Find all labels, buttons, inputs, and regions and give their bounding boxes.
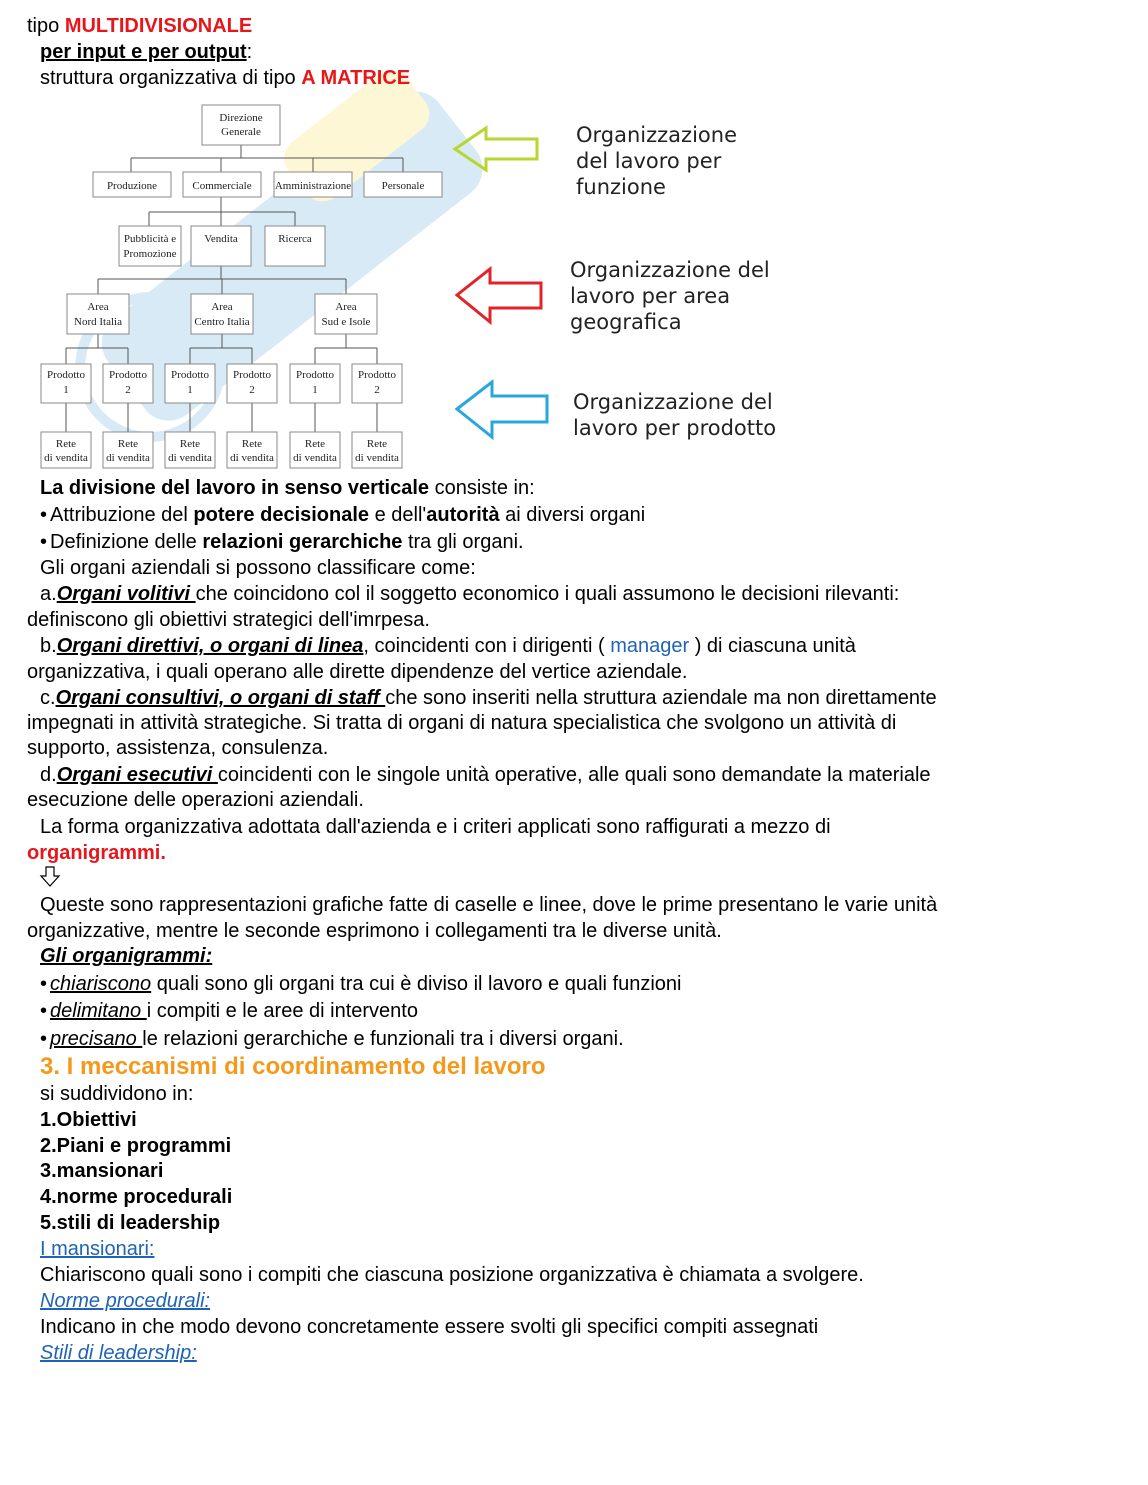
text: struttura organizzativa di tipo bbox=[40, 67, 302, 89]
network-line-2: di vendita bbox=[355, 452, 399, 464]
norme-text: Indicano in che modo devono concretamente essere svolti gli specifici compiti assegnati bbox=[40, 1316, 819, 1338]
item-b bbox=[40, 633, 856, 659]
network-line-1: Rete bbox=[366, 438, 388, 450]
item-c-cont: impegnati in attività strategiche. Si tratta di organi di natura specialistica che svolgono un attività di bbox=[27, 712, 897, 734]
paragraph-rappresentazioni-cont: organizzative, mentre le seconde esprimono i collegamenti tra le diverse unità. bbox=[27, 920, 722, 942]
product-line-2: 1 bbox=[312, 384, 318, 396]
text: potere decisionale bbox=[193, 504, 370, 526]
bullet-icon: • bbox=[40, 973, 48, 995]
product-line-2: 1 bbox=[63, 384, 69, 396]
text: Organizzazione bbox=[576, 123, 737, 147]
product-line-2: 2 bbox=[125, 384, 131, 396]
bullet-icon: • bbox=[40, 504, 48, 526]
item-d bbox=[40, 762, 931, 788]
bullet-item bbox=[40, 971, 681, 997]
function-label: Produzione bbox=[106, 180, 158, 192]
organigrammi-label: organigrammi. bbox=[27, 842, 166, 864]
bullet-item bbox=[40, 1026, 624, 1052]
list-item: 2.Piani e programmi bbox=[40, 1135, 232, 1157]
section-heading: 3. I meccanismi di coordinamento del lavoro bbox=[40, 1053, 546, 1080]
arrow-left-icon bbox=[454, 266, 546, 326]
text: ) di ciascuna unità bbox=[689, 635, 856, 657]
text: chiariscono bbox=[50, 973, 152, 995]
child-line-2: Promozione bbox=[123, 248, 177, 260]
item-a bbox=[40, 581, 899, 607]
network-line-2: di vendita bbox=[106, 452, 150, 464]
arrow-left-icon bbox=[454, 379, 552, 441]
box-area-centro bbox=[191, 294, 253, 334]
text: d. bbox=[40, 764, 57, 786]
text: i compiti e le aree di intervento bbox=[146, 1000, 418, 1022]
paragraph-rappresentazioni: Queste sono rappresentazioni grafiche fatte di caselle e linee, dove le prime presentano le varie unità bbox=[40, 894, 938, 916]
mansionari-text: Chiariscono quali sono i compiti che ciascuna posizione organizzativa è chiamata a svolgere. bbox=[40, 1264, 864, 1286]
header-line-1 bbox=[27, 13, 252, 39]
text: precisano bbox=[50, 1028, 143, 1050]
text: autorità bbox=[426, 504, 500, 526]
area-line-1: Area bbox=[211, 301, 233, 313]
text: La divisione del lavoro in senso verticale bbox=[40, 477, 430, 499]
box-root bbox=[202, 105, 280, 145]
header-line-3 bbox=[40, 65, 410, 91]
org-chart bbox=[30, 96, 425, 470]
box-vendita bbox=[191, 226, 251, 266]
term-organi-esecutivi: Organi esecutivi bbox=[56, 764, 218, 786]
manager-word: manager bbox=[610, 635, 690, 657]
mansionari-title: I mansionari: bbox=[40, 1238, 155, 1260]
matrice-label: A MATRICE bbox=[301, 67, 411, 89]
text: coincidenti con le singole unità operative, alle quali sono demandate la materiale bbox=[217, 764, 931, 786]
text: lavoro per prodotto bbox=[573, 416, 777, 440]
organigrammi-title: Gli organigrammi: bbox=[40, 945, 213, 967]
norme-title: Norme procedurali: bbox=[40, 1290, 211, 1312]
bullet-item bbox=[40, 998, 418, 1024]
network-line-1: Rete bbox=[179, 438, 201, 450]
box-ricerca bbox=[265, 226, 325, 266]
area-line-1: Area bbox=[87, 301, 109, 313]
box-pubblicita bbox=[119, 226, 181, 266]
root-line-2: Generale bbox=[221, 126, 261, 138]
child-label: Ricerca bbox=[278, 233, 312, 245]
network-line-1: Rete bbox=[55, 438, 77, 450]
input-output-label: per input e per output bbox=[40, 41, 247, 63]
list-item: 5.stili di leadership bbox=[40, 1212, 221, 1234]
product-line-1: Prodotto bbox=[171, 369, 209, 381]
text: quali sono gli organi tra cui è diviso il lavoro e quali funzioni bbox=[151, 973, 682, 995]
item-c bbox=[40, 685, 937, 711]
text: geografica bbox=[570, 310, 682, 334]
text: e dell' bbox=[369, 504, 427, 526]
item-a-cont: definiscono gli obiettivi strategici dell'imrpesa. bbox=[27, 609, 430, 631]
product-line-2: 2 bbox=[249, 384, 255, 396]
text: a. bbox=[40, 583, 57, 605]
text: : bbox=[246, 41, 253, 63]
list-item: 1.Obiettivi bbox=[40, 1109, 137, 1131]
text: Organizzazione del bbox=[573, 390, 773, 414]
text: che coincidono col il soggetto economico i quali assumono le decisioni rilevanti: bbox=[195, 583, 900, 605]
paragraph-suddividono: si suddividono in: bbox=[40, 1083, 194, 1105]
multidivisionale-label: MULTIDIVISIONALE bbox=[64, 15, 253, 37]
area-line-2: Sud e Isole bbox=[321, 316, 371, 328]
product-line-2: 2 bbox=[374, 384, 380, 396]
list-item: 3.mansionari bbox=[40, 1160, 164, 1182]
text: tipo bbox=[27, 15, 65, 37]
function-label: Commerciale bbox=[192, 180, 252, 192]
product-line-1: Prodotto bbox=[109, 369, 147, 381]
child-label: Vendita bbox=[204, 233, 238, 245]
stili-title: Stili di leadership: bbox=[40, 1342, 197, 1364]
network-line-2: di vendita bbox=[230, 452, 274, 464]
text: Organizzazione del bbox=[570, 258, 770, 282]
product-line-1: Prodotto bbox=[358, 369, 396, 381]
bullet-icon: • bbox=[40, 531, 48, 553]
arrow-down-icon bbox=[40, 866, 60, 888]
product-line-2: 1 bbox=[187, 384, 193, 396]
text: c. bbox=[40, 687, 56, 709]
term-organi-direttivi: Organi direttivi, o organi di linea bbox=[56, 635, 364, 657]
paragraph-forma: La forma organizzativa adottata dall'azienda e i criteri applicati sono raffigurati a mezzo di bbox=[40, 816, 831, 838]
header-line-2 bbox=[40, 39, 252, 65]
text: del lavoro per bbox=[576, 149, 722, 173]
area-line-2: Nord Italia bbox=[74, 316, 122, 328]
label-area bbox=[570, 257, 770, 335]
paragraph-classificare: Gli organi aziendali si possono classificare come: bbox=[40, 557, 476, 579]
item-b-cont: organizzativa, i quali operano alle dirette dipendenze del vertice aziendale. bbox=[27, 661, 688, 683]
network-line-2: di vendita bbox=[168, 452, 212, 464]
network-line-2: di vendita bbox=[44, 452, 88, 464]
text: tra gli organi. bbox=[402, 531, 524, 553]
paragraph-divisione bbox=[40, 475, 535, 501]
product-line-1: Prodotto bbox=[47, 369, 85, 381]
function-label: Amministrazione bbox=[274, 180, 352, 192]
network-line-1: Rete bbox=[241, 438, 263, 450]
item-d-cont: esecuzione delle operazioni aziendali. bbox=[27, 789, 364, 811]
term-organi-volitivi: Organi volitivi bbox=[56, 583, 196, 605]
text: che sono inseriti nella struttura aziendale ma non direttamente bbox=[385, 687, 937, 709]
box-area-nord bbox=[67, 294, 129, 334]
box-area-sud bbox=[315, 294, 377, 334]
term-organi-consultivi: Organi consultivi, o organi di staff bbox=[55, 687, 386, 709]
area-line-2: Centro Italia bbox=[194, 316, 250, 328]
item-c-cont: supporto, assistenza, consulenza. bbox=[27, 737, 329, 759]
child-line-1: Pubblicità e bbox=[123, 233, 177, 245]
text: Definizione delle bbox=[50, 531, 203, 553]
text: consiste in: bbox=[429, 477, 535, 499]
text: ai diversi organi bbox=[499, 504, 646, 526]
text: delimitano bbox=[50, 1000, 147, 1022]
arrow-left-icon bbox=[452, 125, 542, 173]
text: lavoro per area bbox=[570, 284, 731, 308]
product-line-1: Prodotto bbox=[233, 369, 271, 381]
network-line-2: di vendita bbox=[293, 452, 337, 464]
label-funzione bbox=[576, 122, 737, 200]
list-item: 4.norme procedurali bbox=[40, 1186, 233, 1208]
text: le relazioni gerarchiche e funzionali tra i diversi organi. bbox=[142, 1028, 624, 1050]
text: funzione bbox=[576, 175, 666, 199]
bullet-item bbox=[40, 529, 524, 555]
text: Attribuzione del bbox=[50, 504, 194, 526]
bullet-icon: • bbox=[40, 1000, 48, 1022]
label-prodotto bbox=[573, 389, 776, 441]
text: relazioni gerarchiche bbox=[202, 531, 403, 553]
bullet-item bbox=[40, 502, 645, 528]
text: b. bbox=[40, 635, 57, 657]
root-line-1: Direzione bbox=[219, 112, 263, 124]
text: , coincidenti con i dirigenti ( bbox=[363, 635, 611, 657]
network-line-1: Rete bbox=[304, 438, 326, 450]
network-line-1: Rete bbox=[117, 438, 139, 450]
area-line-1: Area bbox=[335, 301, 357, 313]
product-line-1: Prodotto bbox=[296, 369, 334, 381]
function-label: Personale bbox=[381, 180, 425, 192]
bullet-icon: • bbox=[40, 1028, 48, 1050]
